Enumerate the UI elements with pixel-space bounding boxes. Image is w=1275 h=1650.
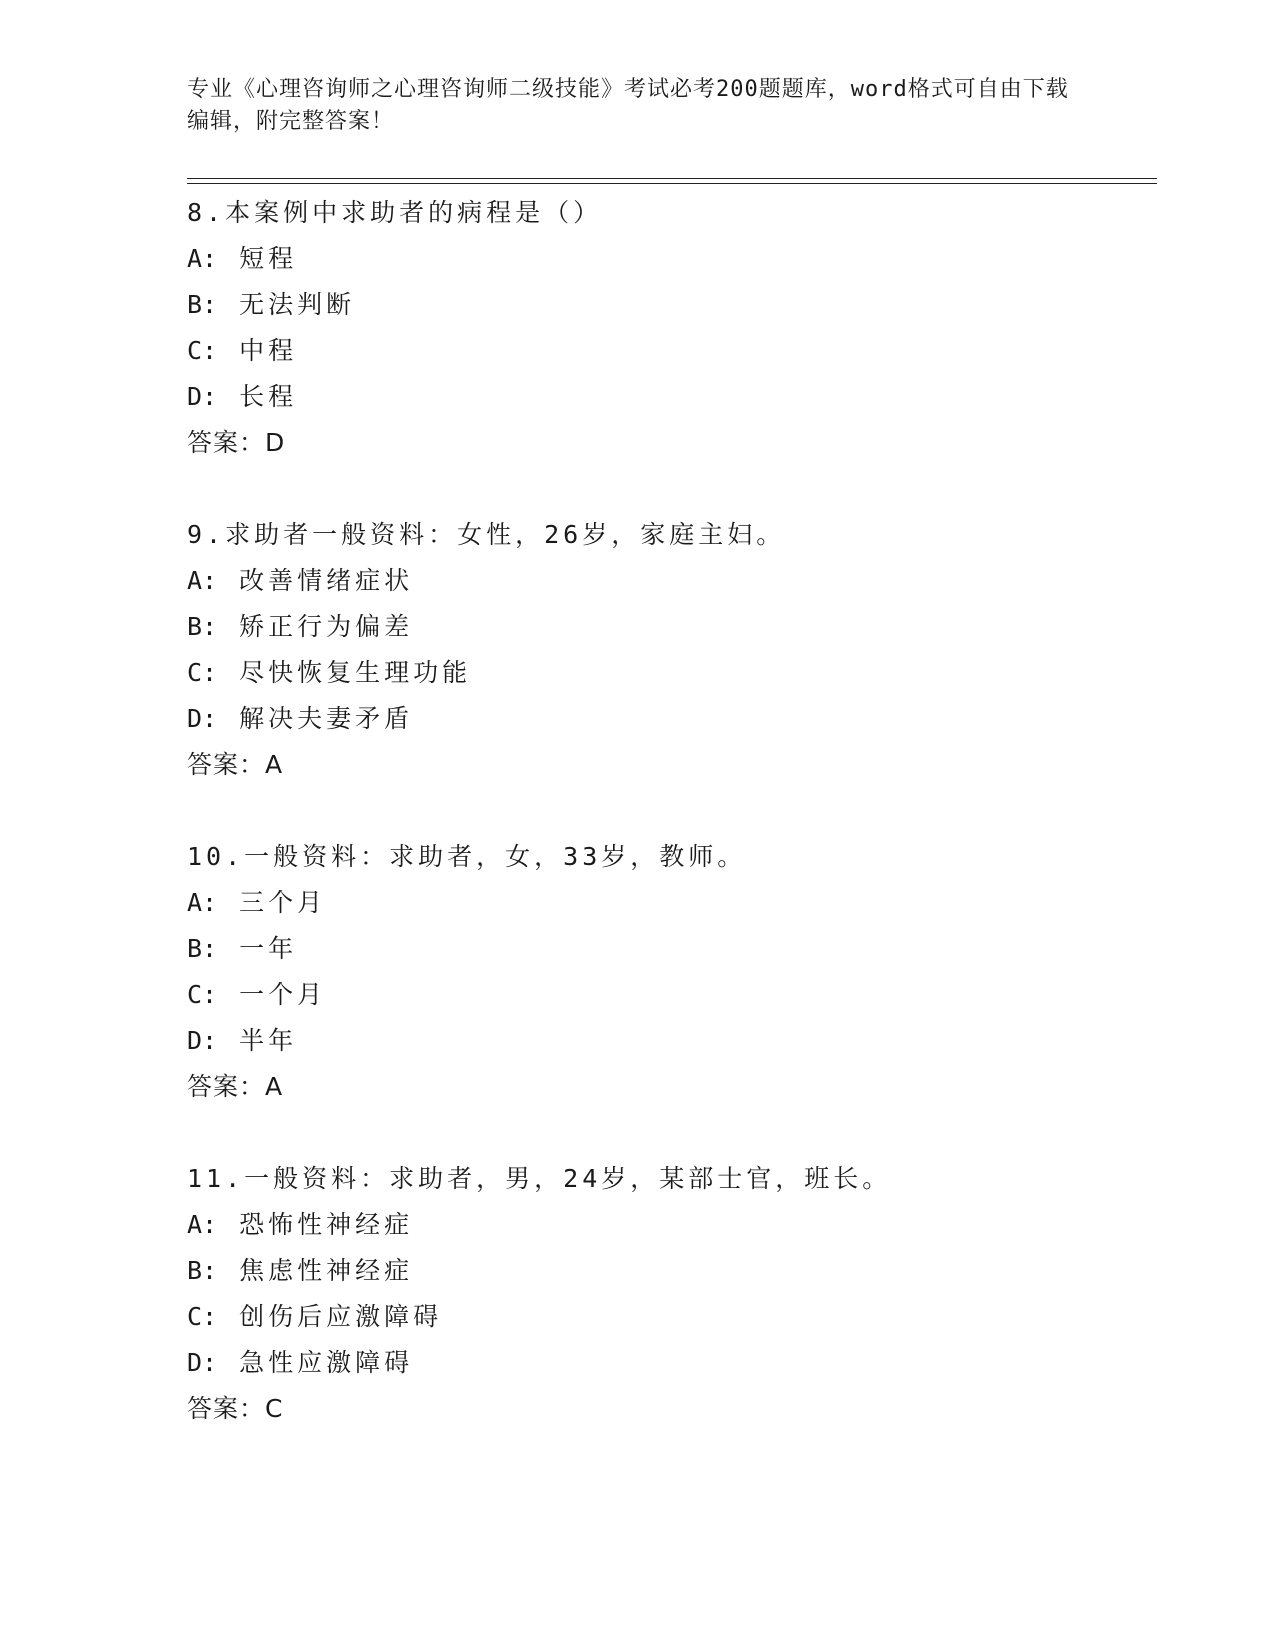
option-a: A: 三个月: [187, 888, 327, 917]
answer-line: 答案：A: [187, 750, 284, 779]
option-d: D: 半年: [187, 1026, 298, 1055]
answer-line: 答案：A: [187, 1072, 284, 1101]
document-header: [187, 74, 1087, 138]
option-c: C: 创伤后应激障碍: [187, 1302, 443, 1331]
option-c: C: 中程: [187, 336, 298, 365]
option-c: C: 尽快恢复生理功能: [187, 658, 472, 687]
question-title: 11.一般资料：求助者，男，24岁，某部士官，班长。: [187, 1164, 892, 1193]
header-divider-bottom: [187, 183, 1157, 184]
option-a: A: 改善情绪症状: [187, 566, 414, 595]
header-divider-top: [187, 178, 1157, 179]
option-c: C: 一个月: [187, 980, 327, 1009]
answer-line: 答案：C: [187, 1394, 284, 1423]
question-title: 10.一般资料：求助者，女，33岁，教师。: [187, 842, 747, 871]
answer-line: 答案：D: [187, 428, 286, 457]
question-title: 8.本案例中求助者的病程是（）: [187, 198, 603, 227]
option-b: B: 一年: [187, 934, 298, 963]
option-b: B: 无法判断: [187, 290, 356, 319]
question-item: [187, 512, 1157, 788]
option-d: D: 解决夫妻矛盾: [187, 704, 414, 733]
option-a: A: 短程: [187, 244, 298, 273]
question-item: [187, 834, 1157, 1110]
option-a: A: 恐怖性神经症: [187, 1210, 414, 1239]
question-title: 9.求助者一般资料：女性，26岁，家庭主妇。: [187, 520, 786, 549]
option-d: D: 长程: [187, 382, 298, 411]
option-d: D: 急性应激障碍: [187, 1348, 414, 1377]
header-intro-text: 专业《心理咨询师之心理咨询师二级技能》考试必考200题题库，word格式可自由下载编辑，附完整答案！: [187, 77, 1069, 134]
question-item: [187, 190, 1157, 466]
question-list: [187, 190, 1157, 1478]
question-item: [187, 1156, 1157, 1432]
option-b: B: 矫正行为偏差: [187, 612, 414, 641]
option-b: B: 焦虑性神经症: [187, 1256, 414, 1285]
